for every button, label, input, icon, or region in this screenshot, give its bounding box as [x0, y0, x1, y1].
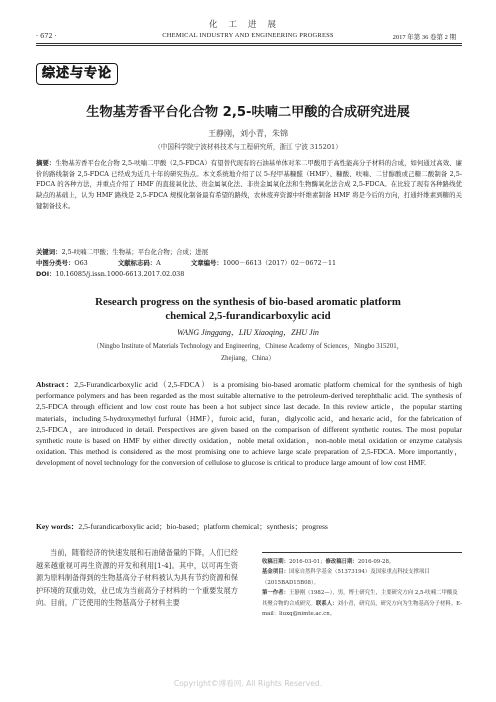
page-number: · 672 · [36, 32, 57, 40]
keywords-en [36, 521, 462, 532]
footnote-author [262, 588, 462, 619]
body-paragraph: 当前，随着经济的快速发展和石油储备量的下降，人们已经越来越重视可再生资源的开发和利用[1-4]。其中，以可再生资源为原料制备得到的生物基高分子材料被认为具有节约资源和保护环境的双重功效，业已成为当前高分子材料的一个重要发展方向。目前，广泛使用的生物基高分子材料主要 [36, 548, 238, 608]
fund-value: 国家自然科学基金（51373194）及国家重点科技支撑项目（2015BAD15B08）。 [262, 569, 430, 586]
author-label: 第一作者： [262, 590, 289, 597]
affiliation-cn: （中国科学院宁波材料技术与工程研究所，浙江 宁波 315201） [154, 143, 342, 151]
keywords-en-label: Key words： [36, 522, 79, 531]
header-rule [36, 43, 462, 44]
abstract-en-text: 2,5-Furandicarboxylic acid（2,5-FDCA） is a promising bio-based aromatic platform chemical for the synthesis of high performance polymers and has been regarded as the most suitable alternative to the petroleum-derived terephthalic acid. The synthesis of 2,5-FDCA through efficient and low cost route has been a hot subject since last decade. In this review article，the popular starting materials，including 5-hydroxymethyl furfural（HMF），furoic acid，furan，diglycolic acid，and hexaric acid，for the fabrication of 2,5-FDCA，are introduced in detail. Perspectives are given based on the comparison of different synthetic routes. The most popular synthetic route is based on HMF by either directly oxidation，noble metal oxidation，non-noble metal oxidation or enzyme catalysis oxidation. This method is considered as the most promising one to achieve large scale preparation of 2,5-FDCA. More importantly，development of novel technology for the conversion of cellulose to glucose is critical to produce large amount of low cost HMF. [36, 380, 462, 468]
footnote-dates [262, 557, 462, 567]
keywords-en-text: 2,5-furandicarboxylic acid；bio-based；platform chemical；synthesis；progress [78, 522, 328, 531]
abstract-en [36, 379, 462, 469]
title-cn: 生物基芳香平台化合物 2,5-呋喃二甲酸的合成研究进展 [86, 105, 410, 120]
title-en-line2: chemical 2,5-furandicarboxylic acid [165, 310, 331, 322]
revised-value: 2016-09-28。 [357, 559, 395, 565]
fund-label: 基金项目： [262, 569, 289, 576]
section-badge: 综述与专论 [36, 63, 118, 85]
revised-label: 修改稿日期： [325, 559, 358, 565]
doi-value: 10.16085/j.issn.1000-6613.2017.02.038 [55, 270, 185, 278]
doi-row [36, 269, 184, 278]
body-column-left [36, 547, 238, 610]
clc-value: O63 [74, 259, 88, 267]
affiliation-en [48, 341, 448, 364]
title-en-line1: Research progress on the synthesis of bio-based aromatic platform [95, 296, 401, 308]
doc-code-value: A [156, 259, 161, 267]
abstract-cn [36, 158, 462, 212]
copyright-watermark: Copyright©博看网. All Rights Reserved. [173, 679, 323, 688]
abstract-cn-label: 摘要： [36, 159, 56, 167]
abstract-cn-text: 生物基芳香平台化合物 2,5-呋喃二甲酸（2,5-FDCA）有望替代现有的石油基单体对苯二甲酸用于高性能高分子材料的合成，如何通过高效、廉价的路线制备 2,5-FDCA 已经成为近几十年的研究热点。本文系统地介绍了以 5-羟甲基糠醛（HMF）、糠酸、呋喃、二甘醇酸或己糖二酸制备 2,5-FDCA 的各种方法，并重点介绍了 HMF 的直接氧化法、贵金属氧化法、非贵金属氧化法和生物酶氧化法合成 2,5-FDCA。在比较了现有各种路线优缺点的基础上，认为 HMF 路线是 2,5-FDCA 规模化制备最有希望的路线，农林废弃资源中纤维素制备 HMF 将是今后的方向，打通纤维素到糖的关键制备技术。 [36, 159, 463, 210]
affiliation-en-line1: （Ningbo Institute of Materials Technology and Engineering，Chinese Academy of Sciences，Ningbo 315201， [92, 343, 404, 350]
classification-row [36, 258, 462, 267]
journal-name-cn: 化工进展 [208, 20, 287, 30]
contact-value: 刘小青，研究员，研究方向为生物基高分子材料。E-mail：liuxq@nimte.ac.cn。 [262, 600, 462, 618]
header-rule-thin [36, 45, 462, 46]
journal-name-en: CHEMICAL INDUSTRY AND ENGINEERING PROGRESS [162, 32, 334, 39]
keywords-cn-label: 关键词： [36, 248, 62, 256]
author-value: 王静刚（1982—），男，博士研究生，主要研究方向 2,5-呋喃二甲酸及其聚合物的合成研究。 [262, 590, 458, 607]
issue-info: 2017 年第 36 卷第 2 期 [392, 34, 456, 41]
clc-label: 中图分类号： [36, 259, 75, 267]
keywords-cn [36, 247, 208, 256]
received-value: 2016-03-01； [288, 559, 326, 565]
doi-label: DOI： [36, 270, 56, 278]
title-en [0, 295, 496, 323]
article-no-value: 1000－6613（2017）02－0672－11 [222, 259, 337, 267]
footnote-rule [262, 552, 462, 553]
abstract-en-label: Abstract： [36, 380, 75, 389]
authors-cn: 王静刚，刘小青，朱锦 [208, 129, 288, 138]
doc-code-label: 文献标志码： [117, 259, 157, 267]
affiliation-en-line2: Zhejiang，China） [221, 354, 275, 362]
contact-label: 联系人： [315, 600, 338, 607]
received-label: 收稿日期： [262, 559, 289, 565]
footnote-block [262, 557, 462, 619]
authors-en: WANG Jinggang，LIU Xiaoqing，ZHU Jin [177, 328, 319, 337]
article-no-label: 文章编号： [190, 259, 223, 267]
keywords-cn-text: 2,5-呋喃二甲酸；生物基；平台化合物；合成；进展 [61, 248, 209, 256]
footnote-fund [262, 567, 462, 588]
